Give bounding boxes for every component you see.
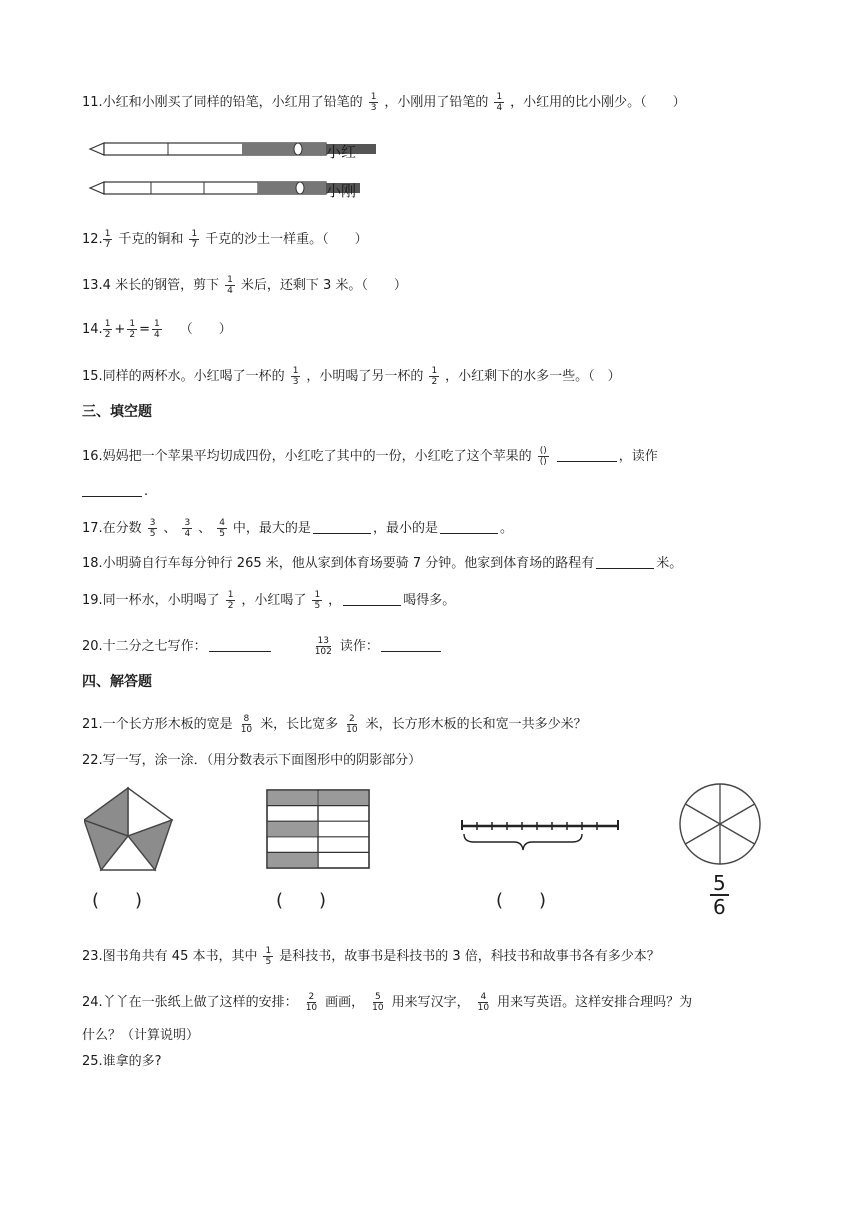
- denominator: 4: [153, 330, 160, 340]
- numerator: 13: [317, 636, 329, 646]
- question-22: 22.写一写，涂一涂．（用分数表示下面图形中的阴影部分）: [82, 753, 422, 768]
- q21-text: 米，长方形木板的长和宽一共多少米？: [365, 717, 587, 732]
- fraction: [370, 992, 385, 1013]
- fraction: [494, 92, 504, 113]
- denominator: 10: [240, 725, 253, 735]
- q12-number: 12.: [82, 232, 103, 247]
- fraction: [429, 366, 439, 387]
- question-20: [82, 636, 443, 657]
- denominator: 3: [370, 103, 377, 113]
- label-xiaogang: 小刚: [326, 182, 357, 200]
- q21-text: 米，长比宽多: [260, 717, 339, 732]
- question-24-cont: 什么？（计算说明）: [82, 1028, 200, 1043]
- numerator: 1: [227, 275, 233, 285]
- denominator: 102: [314, 647, 332, 657]
- numerator: 2: [308, 992, 315, 1002]
- denominator: 5: [314, 601, 321, 611]
- fraction: [127, 319, 137, 340]
- answer-parens: （ ）: [179, 322, 232, 337]
- fraction: [103, 319, 113, 340]
- circle-figure: [680, 784, 760, 864]
- fraction: [226, 590, 236, 611]
- q24-text: 用来写英语。这样安排合理吗？为: [497, 995, 693, 1010]
- answer-blank[interactable]: [557, 447, 617, 462]
- question-12: [82, 229, 368, 250]
- denominator: 4: [227, 286, 233, 296]
- question-18: [82, 554, 682, 574]
- q17-end: 。: [499, 521, 513, 536]
- denominator: 4: [496, 103, 503, 113]
- pentagon-figure: [84, 788, 172, 870]
- denominator: 10: [305, 1003, 318, 1013]
- denominator: 3: [292, 377, 299, 387]
- plus-sign: +: [114, 322, 126, 337]
- pencil-xiaogang: [90, 182, 360, 194]
- numerator: 1: [314, 590, 321, 600]
- label-xiaohong: 小红: [326, 143, 357, 161]
- q23-text: 是科技书，故事书是科技书的 3 倍，科技书和故事书各有多少本？: [279, 949, 660, 964]
- fraction: [291, 366, 301, 387]
- denominator: 2: [431, 377, 438, 387]
- answer-blank[interactable]: [82, 482, 142, 497]
- q11-text: ，小红用的比小刚少。（ ）: [510, 95, 686, 110]
- numerator: 8: [243, 714, 250, 724]
- fraction: [344, 714, 359, 735]
- numerator: 1: [496, 92, 503, 102]
- denominator: 2: [227, 601, 234, 611]
- separator: 、: [163, 521, 177, 536]
- numerator: 1: [265, 946, 272, 956]
- q19-text: 19.同一杯水，小明喝了: [82, 593, 220, 608]
- numerator: 1: [431, 366, 438, 376]
- q19-text: ，: [328, 593, 342, 608]
- numerator: 1: [292, 366, 299, 376]
- answer-blank[interactable]: [209, 637, 271, 652]
- numerator: 1: [129, 319, 136, 329]
- question-24: [82, 992, 692, 1013]
- fraction: [304, 992, 319, 1013]
- fraction: [263, 946, 273, 967]
- q15-text: ，小红剩下的水多一些。（ ）: [445, 369, 621, 384]
- question-14: [82, 319, 232, 340]
- numerator: 1: [153, 319, 160, 329]
- denominator: 6: [713, 895, 726, 919]
- numerator: 5: [710, 872, 729, 896]
- fraction: [369, 92, 379, 113]
- denominator: 5: [265, 957, 272, 967]
- numerator: 3: [149, 518, 156, 528]
- q16-text: ，读作: [618, 449, 658, 464]
- fraction: [225, 275, 235, 296]
- answer-blank[interactable]: [381, 637, 441, 652]
- q17-text: 中，最大的是: [232, 521, 311, 536]
- answer-blank[interactable]: [313, 519, 371, 534]
- numerator: (): [539, 446, 547, 456]
- answer-blank[interactable]: [596, 554, 654, 569]
- fraction: [152, 319, 162, 340]
- figures-row: [84, 782, 784, 882]
- answer-parens-pentagon[interactable]: ( ): [92, 890, 143, 911]
- numerator: 2: [349, 714, 355, 724]
- fraction: [103, 229, 113, 250]
- question-21: [82, 714, 587, 735]
- q19-end: 喝得多。: [403, 593, 456, 608]
- question-16-cont: [82, 482, 148, 502]
- grid-rectangle-figure: [267, 790, 369, 868]
- q17-text: 17.在分数: [82, 521, 142, 536]
- q20-text: 20.十二分之七写作：: [82, 639, 207, 654]
- section-heading-solve: 四、解答题: [82, 674, 152, 690]
- numerator: 1: [227, 590, 234, 600]
- question-13: [82, 275, 407, 296]
- denominator: 2: [104, 330, 111, 340]
- q15-text: ，小明喝了另一杯的: [306, 369, 424, 384]
- q17-text: ，最小的是: [372, 521, 438, 536]
- question-11: [82, 92, 686, 113]
- q11-text: ，小刚用了铅笔的: [384, 95, 489, 110]
- circle-fraction-label: [710, 872, 729, 918]
- denominator: 5: [219, 529, 225, 539]
- question-23: [82, 946, 660, 967]
- answer-parens-grid[interactable]: ( ): [276, 890, 327, 911]
- q14-number: 14.: [82, 322, 103, 337]
- equals-sign: =: [139, 322, 150, 337]
- fraction: [182, 518, 192, 539]
- denominator: 7: [191, 240, 198, 250]
- q16-text: 16.妈妈把一个苹果平均切成四份，小红吃了其中的一份，小红吃了这个苹果的: [82, 449, 532, 464]
- q11-text: 11.小红和小刚买了同样的铅笔，小红用了铅笔的: [82, 95, 363, 110]
- denominator: 5: [149, 529, 156, 539]
- denominator: 10: [477, 1003, 490, 1013]
- number-line-figure: [462, 820, 618, 850]
- q20-text: 读作：: [339, 639, 379, 654]
- q13-text: 13.4 米长的钢管，剪下: [82, 278, 220, 293]
- question-15: [82, 366, 621, 387]
- q12-text: 千克的沙土一样重。（ ）: [205, 232, 368, 247]
- denominator: 2: [129, 330, 136, 340]
- separator: 、: [198, 521, 212, 536]
- brace: [464, 834, 582, 850]
- q18-text: 18.小明骑自行车每分钟行 265 米，他从家到体育场要骑 7 分钟。他家到体育场的路程有: [82, 556, 595, 571]
- q23-text: 23.图书角共有 45 本书，其中: [82, 949, 258, 964]
- numerator: 1: [104, 229, 111, 239]
- fraction: [312, 590, 322, 611]
- question-17: [82, 518, 513, 539]
- fraction: [148, 518, 158, 539]
- numerator: 1: [191, 229, 198, 239]
- numerator: 5: [375, 992, 381, 1002]
- fraction: [239, 714, 254, 735]
- q12-text: 千克的铜和: [118, 232, 184, 247]
- question-25: 25.谁拿的多?: [82, 1054, 162, 1069]
- denominator: 10: [372, 1003, 384, 1013]
- q15-text: 15.同样的两杯水。小红喝了一杯的: [82, 369, 285, 384]
- q13-text: 米后，还剩下 3 米。（ ）: [240, 278, 407, 293]
- section-heading-fill-in: 三、填空题: [82, 404, 152, 420]
- numerator: 1: [104, 319, 111, 329]
- q18-end: 米。: [656, 556, 683, 571]
- used-portion: [242, 143, 326, 155]
- answer-blank[interactable]: [440, 519, 498, 534]
- q24-text: 用来写汉字，: [391, 995, 470, 1010]
- answer-blank[interactable]: [343, 591, 401, 606]
- q24-text: 画画，: [325, 995, 365, 1010]
- q19-text: ，小红喝了: [241, 593, 307, 608]
- numerator: 4: [219, 518, 225, 528]
- question-16: [82, 446, 658, 467]
- fraction: [538, 446, 549, 467]
- numerator: 1: [370, 92, 377, 102]
- denominator: (): [539, 457, 547, 467]
- fraction: [189, 229, 199, 250]
- numerator: 4: [480, 992, 487, 1002]
- numerator: 3: [184, 518, 191, 528]
- answer-parens-number-line[interactable]: ( ): [496, 890, 547, 911]
- denominator: 7: [104, 240, 111, 250]
- q16-end: .: [144, 484, 149, 499]
- denominator: 10: [346, 725, 358, 735]
- q24-text: 24.丫丫在一张纸上做了这样的安排：: [82, 995, 298, 1010]
- denominator: 4: [184, 529, 191, 539]
- fraction: [217, 518, 227, 539]
- question-19: [82, 590, 455, 611]
- fraction: [313, 636, 334, 657]
- q21-text: 21.一个长方形木板的宽是: [82, 717, 233, 732]
- fraction: [476, 992, 491, 1013]
